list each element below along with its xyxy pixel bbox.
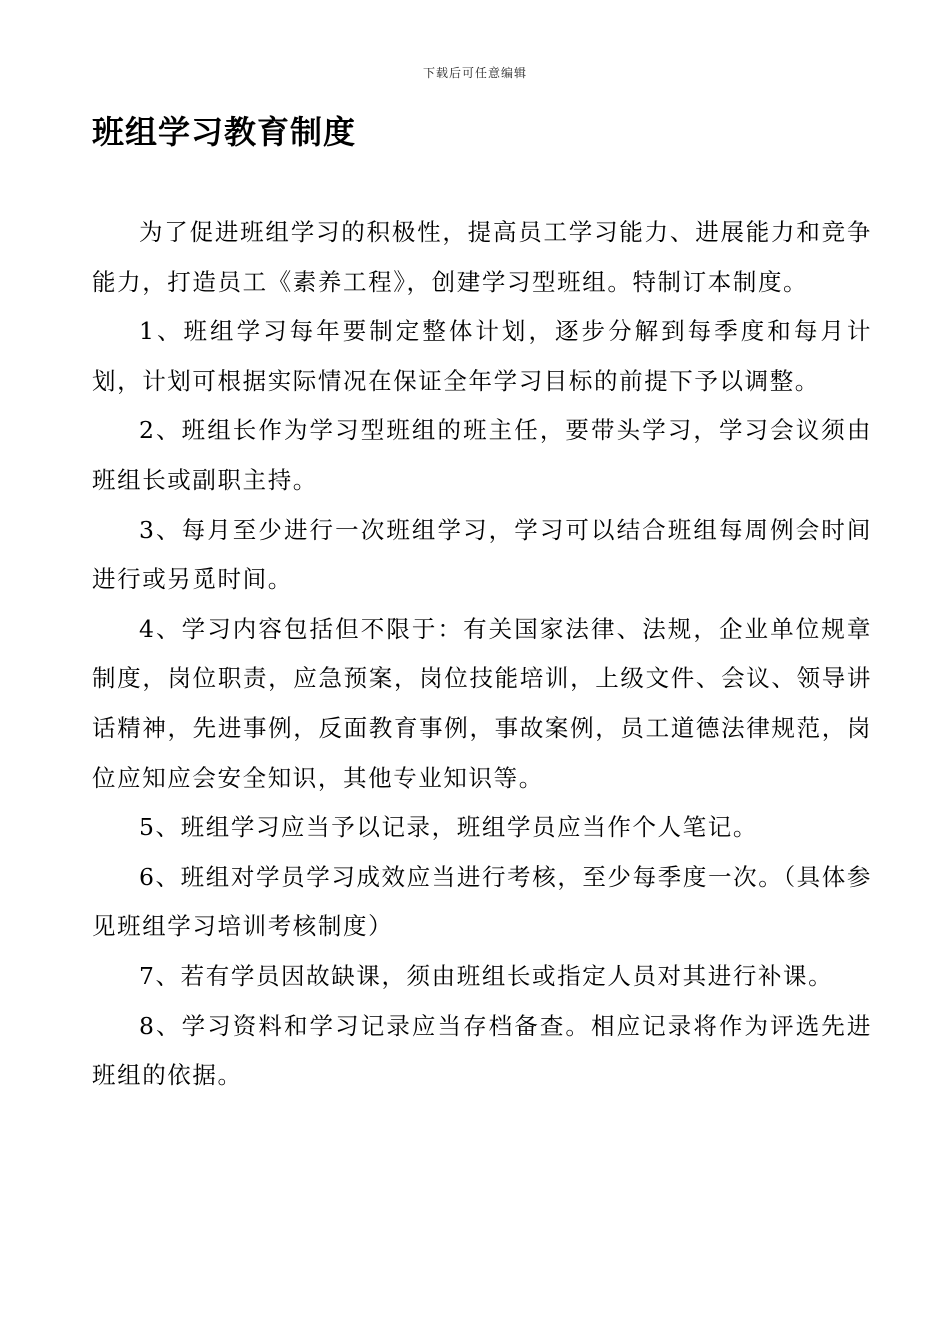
paragraph-item-3: 3、每月至少进行一次班组学习，学习可以结合班组每周例会时间进行或另觅时间。 bbox=[92, 515, 872, 594]
paragraph-item-8: 8、学习资料和学习记录应当存档备查。相应记录将作为评选先进班组的依据。 bbox=[92, 1011, 872, 1090]
paragraph-item-5: 5、班组学习应当予以记录，班组学员应当作个人笔记。 bbox=[139, 813, 758, 842]
paragraph-item-4: 4、学习内容包括但不限于：有关国家法律、法规，企业单位规章制度，岗位职责，应急预案，岗位技能培训，上级文件、会议、领导讲话精神，先进事例，反面教育事例，事故案例，员工道德法律规范，岗位应知应会安全知识，其他专业知识等。 bbox=[92, 614, 872, 792]
paragraph-item-2: 2、班组长作为学习型班组的班主任，要带头学习，学习会议须由班组长或副职主持。 bbox=[92, 416, 872, 494]
paragraph-item-1: 1、班组学习每年要制定整体计划，逐步分解到每季度和每月计划，计划可根据实际情况在保证全年学习目标的前提下予以调整。 bbox=[92, 317, 872, 395]
header-note: 下载后可任意编辑 bbox=[422, 66, 527, 80]
paragraph-intro: 为了促进班组学习的积极性，提高员工学习能力、进展能力和竞争能力，打造员工《素养工程》，创建学习型班组。特制订本制度。 bbox=[92, 218, 872, 296]
document-body bbox=[92, 208, 872, 1101]
paragraph-item-6: 6、班组对学员学习成效应当进行考核，至少每季度一次。（具体参见班组学习培训考核制度） bbox=[92, 862, 872, 941]
paragraph-item-7: 7、若有学员因故缺课，须由班组长或指定人员对其进行补课。 bbox=[139, 961, 834, 990]
document-title: 班组学习教育制度 bbox=[92, 113, 357, 151]
